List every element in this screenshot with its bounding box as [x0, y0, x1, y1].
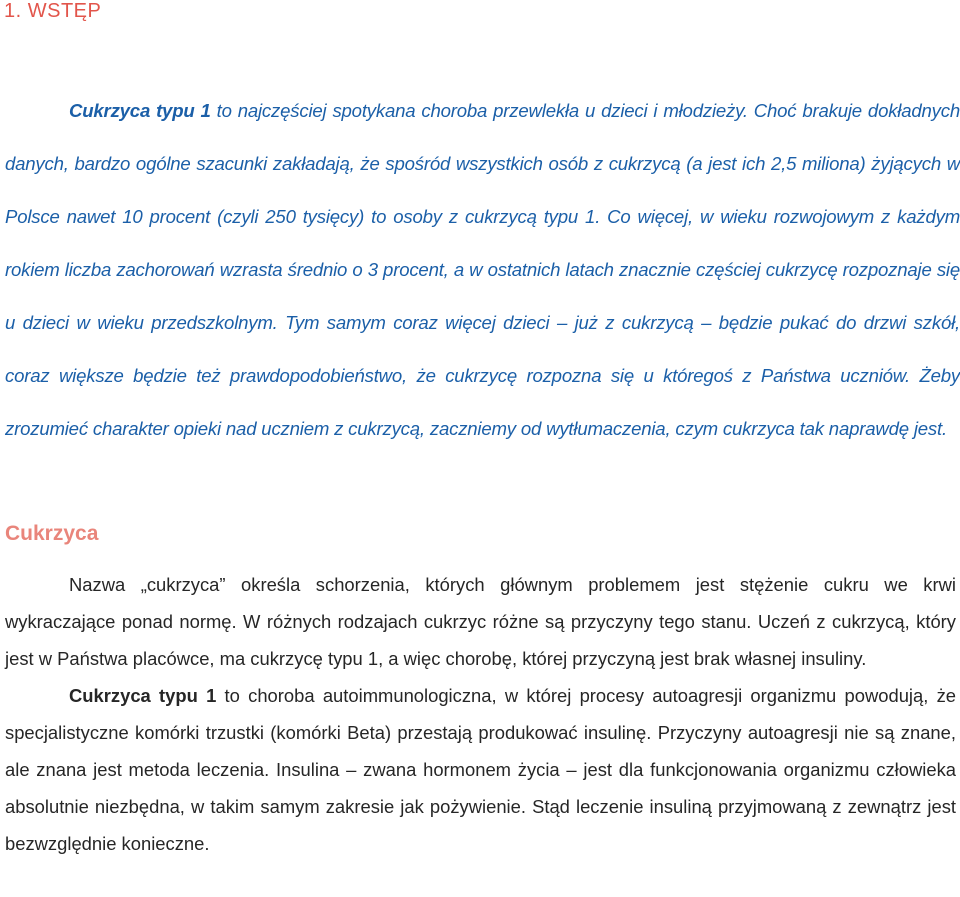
- paragraph-2-text: to choroba autoimmunologiczna, w której procesy autoagresji organizmu powodują, że specjalistyczne komórki trzustki (komórki Beta) przestają produkować insulinę. Przyczyny autoagresji nie są znane, ale znana jest metoda leczenia. Insulina – zwana hormonem życia – jest dla funkcjonowania organizmu człowieka absolutnie niezbędna, w takim samym zakresie jak pożywienie. Stąd leczenie insuliną przyjmowaną z zewnątrz jest bezwzględnie konieczne.: [5, 685, 957, 854]
- chapter-heading: 1. WSTĘP: [4, 0, 102, 22]
- section-paragraph-2: [5, 677, 956, 862]
- section-paragraph-1: Nazwa „cukrzyca” określa schorzenia, których głównym problemem jest stężenie cukru we krwi wykraczające ponad normę. W różnych rodzajach cukrzyc różne są przyczyny tego stanu. Uczeń z cukrzycą, który jest w Państwa placówce, ma cukrzycę typu 1, a więc chorobę, której przyczyną jest brak własnej insuliny.: [5, 574, 956, 669]
- intro-paragraph: [5, 84, 960, 455]
- section-body: [5, 566, 956, 862]
- paragraph-2-lead-term: Cukrzyca typu 1: [69, 685, 217, 706]
- intro-lead-term: Cukrzyca typu 1: [69, 100, 211, 121]
- section-title: Cukrzyca: [5, 522, 99, 545]
- intro-text: to najczęściej spotykana choroba przewlekła u dzieci i młodzieży. Choć brakuje dokładnych danych, bardzo ogólne szacunki zakładają, że spośród wszystkich osób z cukrzycą (a jest ich 2,5 miliona) żyjących w Polsce nawet 10 procent (czyli 250 tysięcy) to osoby z cukrzycą typu 1. Co więcej, w wieku rozwojowym z każdym rokiem liczba zachorowań wzrasta średnio o 3 procent, a w ostatnich latach znacznie częściej cukrzycę rozpoznaje się u dzieci w wieku przedszkolnym. Tym samym coraz więcej dzieci – już z cukrzycą – będzie pukać do drzwi szkół, coraz większe będzie też prawdopodobieństwo, że cukrzycę rozpozna się u któregoś z Państwa uczniów. Żeby zrozumieć charakter opieki nad uczniem z cukrzycą, zaczniemy od wytłumaczenia, czym cukrzyca tak naprawdę jest.: [5, 100, 960, 439]
